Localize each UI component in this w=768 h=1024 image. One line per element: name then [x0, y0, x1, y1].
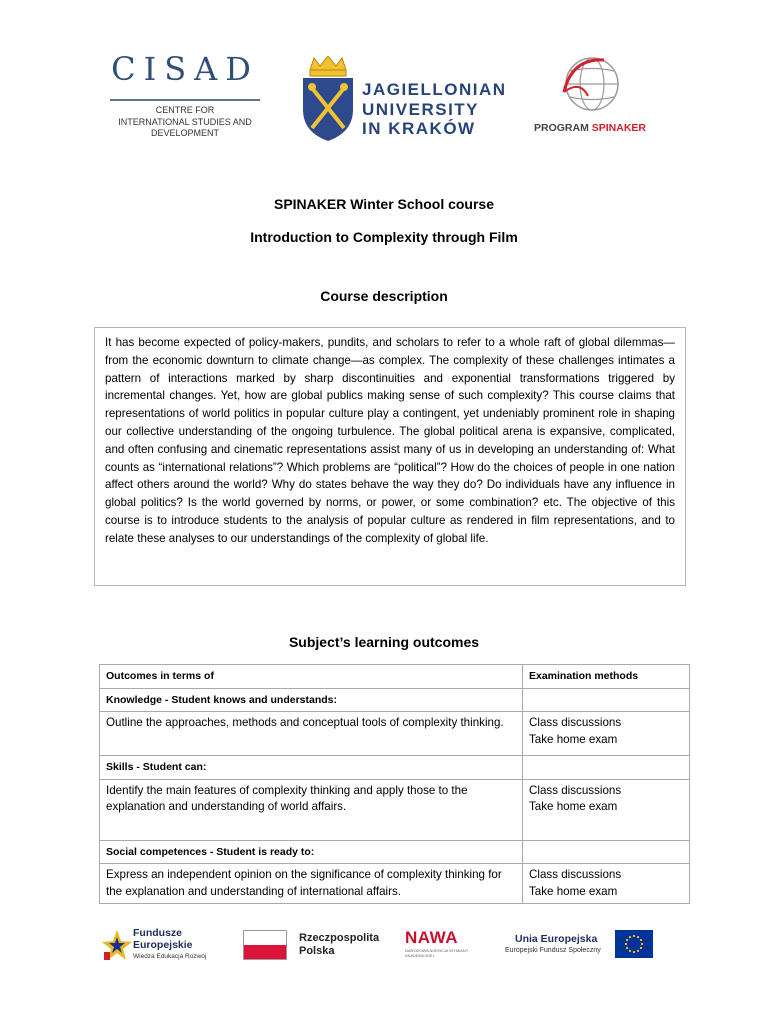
course-description-box: [94, 327, 686, 586]
outcome-cell: Express an independent opinion on the significance of complexity thinking for the explanation and understanding of international affairs.: [100, 864, 523, 904]
spinaker-label: [530, 122, 650, 134]
cisad-logo: [108, 50, 262, 146]
unia-title: Unia Europejska: [515, 933, 598, 945]
eu-flag-icon: [615, 930, 653, 958]
poland-flag-icon: [243, 930, 287, 960]
methods-cell: Class discussions Take home exam: [523, 712, 690, 756]
section-heading: Social competences - Student is ready to:: [100, 840, 523, 864]
section-row-knowledge: [100, 688, 690, 712]
program-spinaker-logo: [530, 52, 650, 142]
course-name-title: Introduction to Complexity through Film: [250, 229, 518, 245]
unia-subtitle: Europejski Fundusz Społeczny: [505, 947, 601, 954]
jagiellonian-crest-icon: [300, 56, 356, 142]
jagiellonian-wordmark: [362, 80, 512, 139]
outcome-cell: Identify the main features of complexity thinking and apply those to the explanation and understanding of world affairs.: [100, 779, 523, 840]
learning-outcomes-table: [99, 664, 690, 904]
unia-europejska-logo: [495, 930, 660, 966]
section-row-social-competences: [100, 840, 690, 864]
nawa-fullname: NARODOWA AGENCJA WYMIANY AKADEMICKIEJ: [405, 948, 469, 958]
cisad-divider: [110, 99, 260, 101]
rzeczpospolita-line1: Rzeczpospolita: [299, 932, 380, 944]
spinaker-highlight: SPINAKER: [591, 122, 646, 134]
rzeczpospolita-line2: Polska: [299, 944, 335, 957]
table-row: [100, 864, 690, 904]
nawa-logo: [405, 928, 475, 964]
course-description-heading: Course description: [320, 288, 448, 304]
header-examination-methods: Examination methods: [523, 665, 690, 689]
fundusze-line1: Fundusze: [133, 927, 182, 939]
spinaker-globe-icon: [558, 52, 622, 116]
jagiellonian-university-logo: [300, 56, 505, 144]
cisad-subtitle: CENTRE FOR INTERNATIONAL STUDIES AND DEVELOPMENT: [118, 105, 252, 138]
jagiellonian-name-line3: IN KRAKÓW: [362, 119, 476, 138]
jagiellonian-name-line1: JAGIELLONIAN: [362, 80, 507, 99]
table-header-row: [100, 665, 690, 689]
table-row: [100, 712, 690, 756]
footer-funding-logos: [100, 918, 660, 970]
methods-cell: Class discussions Take home exam: [523, 864, 690, 904]
nawa-wordmark: NAWA: [405, 928, 458, 947]
cisad-wordmark: CISAD: [111, 50, 259, 88]
fundusze-title: [133, 928, 193, 951]
section-heading: Skills - Student can:: [100, 756, 523, 780]
fundusze-star-icon: [102, 928, 132, 962]
section-row-skills: [100, 756, 690, 780]
methods-cell: Class discussions Take home exam: [523, 779, 690, 840]
outcome-cell: Outline the approaches, methods and conceptual tools of complexity thinking.: [100, 712, 523, 756]
section-heading: Knowledge - Student knows and understands:: [100, 688, 523, 712]
header-outcomes: Outcomes in terms of: [100, 665, 523, 689]
section-empty-cell: [523, 756, 690, 780]
course-description-text: It has become expected of policy-makers, pundits, and scholars to refer to a whole raft of global dilemmas—from the economic downturn to climate change—as complex. The complexity of these challenges intimates a pattern of interactions marked by sharp discontinuities and exponential transformations triggered by incremental changes. Yet, how are global publics making sense of such complexity? This course claims that representations of world politics in popular culture play a contingent, yet undeniably prominent role in shaping our collective understanding of the ongoing turbulence. The global political arena is expansive, complicated, and often confusing and cinematic representations assist many of us in developing an understanding of: What counts as “international relations”? Which problems are “political”? How do the choices of people in one nation affect others around the world? Why do states behave the way they do? Do individuals have any influence in global politics? Is the world governed by norms, or power, or some combination? etc. The objective of this course is to introduce students to the analysis of popular culture as rendered in film representations, and to relate these analyses to our understandings of the complexity of global life.: [105, 336, 675, 545]
section-empty-cell: [523, 840, 690, 864]
rzeczpospolita-polska-logo: [243, 930, 380, 962]
jagiellonian-name-line2: UNIVERSITY: [362, 99, 480, 119]
fundusze-line2: Europejskie: [133, 938, 193, 951]
learning-outcomes-heading: Subject’s learning outcomes: [288, 634, 480, 650]
course-type-title: SPINAKER Winter School course: [273, 196, 495, 212]
fundusze-europejskie-logo: [100, 926, 240, 966]
table-row: [100, 779, 690, 840]
section-empty-cell: [523, 688, 690, 712]
spinaker-prefix: PROGRAM: [533, 122, 592, 134]
rzeczpospolita-text: [299, 932, 379, 957]
fundusze-tagline: Wiedza Edukacja Rozwój: [133, 953, 207, 960]
